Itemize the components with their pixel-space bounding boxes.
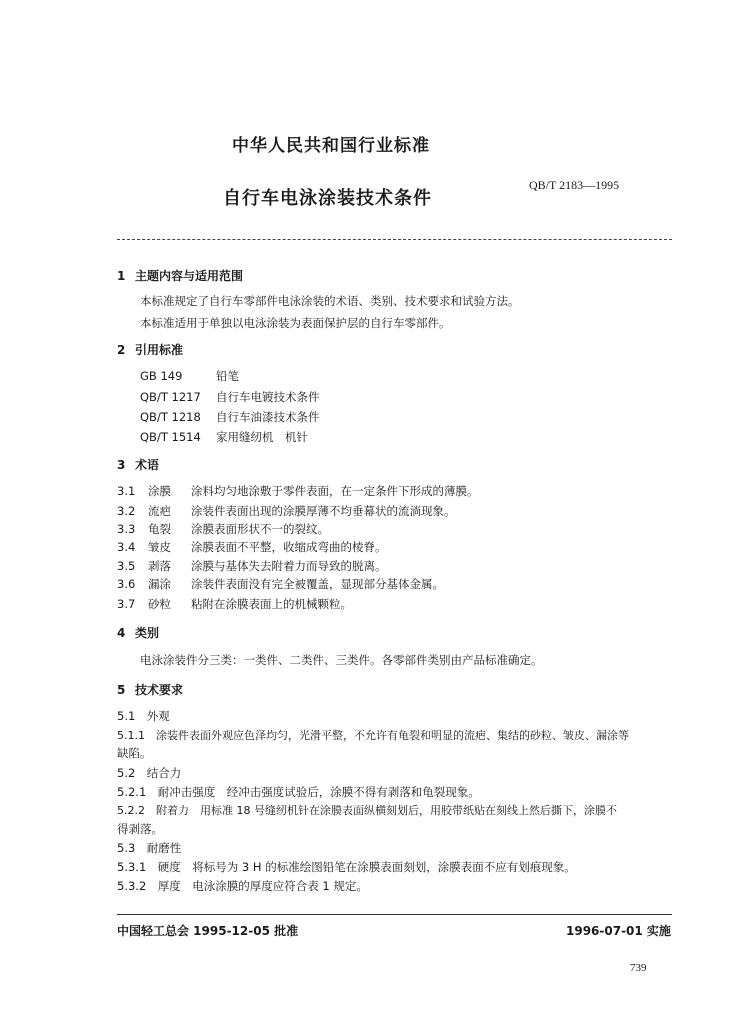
- document-issuer: 中华人民共和国行业标准: [232, 136, 430, 156]
- term-name: 涂膜: [148, 484, 171, 498]
- term-number: 3.5: [117, 559, 136, 573]
- section-5-heading: [117, 681, 183, 698]
- term-item: [117, 558, 387, 574]
- paragraph: 5.2.1 耐冲击强度 经冲击强度试验后，涂膜不得有剥落和龟裂现象。: [117, 785, 480, 799]
- page-number: 739: [630, 962, 647, 974]
- term-item: [117, 503, 456, 519]
- term-name: 砂粒: [148, 597, 171, 611]
- reference-item: [140, 389, 320, 405]
- reference-name: 家用缝纫机 机针: [216, 430, 308, 444]
- section-1-heading: [117, 267, 243, 284]
- reference-name: 自行车油漆技术条件: [216, 410, 320, 424]
- paragraph: 缺陷。: [117, 746, 152, 760]
- paragraph: 5.1.1 涂装件表面外观应色泽均匀，光滑平整，不允许有龟裂和明显的流疤、集结的砂粒、皱皮、漏涂等: [117, 729, 629, 742]
- subsection-heading: 5.3 耐磨性: [117, 841, 182, 855]
- paragraph: 5.2.2 附着力 用标准 18 号缝纫机针在涂膜表面纵横刻划后，用胶带纸贴在刻线上然后撕下，涂膜不: [117, 804, 617, 817]
- subsection-heading: 5.2 结合力: [117, 766, 182, 780]
- term-definition: 涂装件表面没有完全被覆盖，显现部分基体金属。: [191, 577, 444, 591]
- section-number: 1: [117, 269, 126, 283]
- section-title: 引用标准: [135, 343, 184, 357]
- section-title: 类别: [135, 626, 160, 640]
- term-name: 龟裂: [148, 522, 171, 536]
- term-item: [117, 539, 387, 555]
- term-number: 3.6: [117, 577, 136, 591]
- section-number: 5: [117, 683, 126, 697]
- term-name: 漏涂: [148, 577, 171, 591]
- section-title: 主题内容与适用范围: [135, 269, 244, 283]
- section-number: 4: [117, 626, 126, 640]
- term-name: 剥落: [148, 559, 171, 573]
- reference-item: [140, 409, 320, 425]
- paragraph: 5.3.2 厚度 电泳涂膜的厚度应符合表 1 规定。: [117, 879, 368, 893]
- approval-date: 中国轻工总会 1995-12-05 批准: [117, 924, 299, 938]
- section-2-heading: [117, 341, 183, 358]
- reference-name: 铅笔: [216, 369, 239, 383]
- section-4-heading: [117, 624, 159, 641]
- term-item: [117, 576, 444, 592]
- paragraph: 本标准规定了自行车零部件电泳涂装的术语、类别、技术要求和试验方法。: [140, 294, 520, 308]
- subsection-heading: 5.1 外观: [117, 709, 170, 723]
- term-name: 皱皮: [148, 540, 171, 554]
- term-number: 3.1: [117, 484, 136, 498]
- section-title: 术语: [135, 458, 160, 472]
- paragraph: 得剥落。: [117, 822, 163, 836]
- reference-code: QB/T 1514: [140, 430, 201, 444]
- term-name: 流疤: [148, 504, 171, 518]
- section-number: 3: [117, 458, 126, 472]
- term-definition: 涂膜表面形状不一的裂纹。: [191, 522, 329, 536]
- reference-code: QB/T 1217: [140, 390, 201, 404]
- section-3-heading: [117, 456, 159, 473]
- reference-name: 自行车电镀技术条件: [216, 390, 320, 404]
- section-title: 技术要求: [135, 683, 184, 697]
- term-item: [117, 483, 479, 499]
- reference-item: [140, 368, 239, 384]
- reference-code: GB 149: [140, 369, 183, 383]
- term-item: [117, 596, 352, 612]
- term-number: 3.2: [117, 504, 136, 518]
- term-item: [117, 521, 329, 537]
- term-number: 3.3: [117, 522, 136, 536]
- document-title: 自行车电泳涂装技术条件: [223, 188, 432, 209]
- header-divider: [117, 239, 672, 240]
- reference-item: [140, 429, 308, 445]
- paragraph: 本标准适用于单独以电泳涂装为表面保护层的自行车零部件。: [140, 316, 451, 330]
- standard-code: QB/T 2183—1995: [529, 178, 620, 192]
- effective-date: 1996-07-01 实施: [566, 924, 671, 938]
- footer-divider: [117, 914, 672, 915]
- term-definition: 涂料均匀地涂敷于零件表面，在一定条件下形成的薄膜。: [191, 484, 479, 498]
- term-number: 3.4: [117, 540, 136, 554]
- term-definition: 涂膜与基体失去附着力而导致的脱离。: [191, 559, 387, 573]
- section-number: 2: [117, 343, 126, 357]
- term-definition: 涂膜表面不平整，收缩成弯曲的棱脊。: [191, 540, 387, 554]
- paragraph: 5.3.1 硬度 将标号为 3 H 的标准绘图铅笔在涂膜表面刻划，涂膜表面不应有划痕现象。: [117, 860, 576, 874]
- term-definition: 涂装件表面出现的涂膜厚薄不均垂幕状的流淌现象。: [191, 504, 456, 518]
- term-number: 3.7: [117, 597, 136, 611]
- reference-code: QB/T 1218: [140, 410, 201, 424]
- paragraph: 电泳涂装件分三类：一类件、二类件、三类件。各零部件类别由产品标准确定。: [140, 653, 543, 667]
- term-definition: 粘附在涂膜表面上的机械颗粒。: [191, 597, 352, 611]
